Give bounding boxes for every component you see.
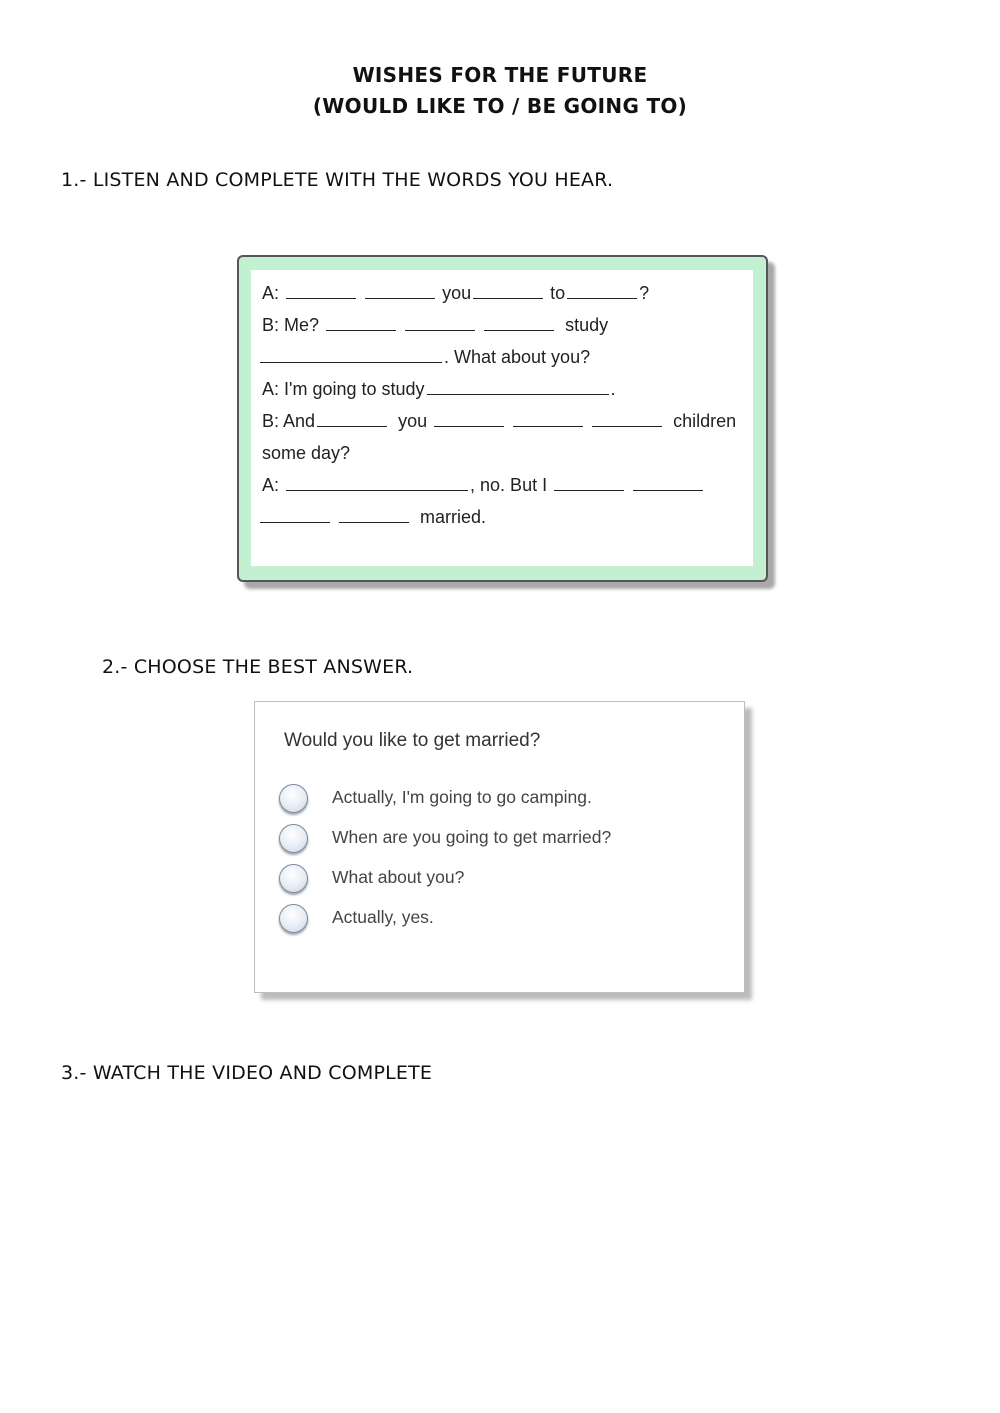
blank-field[interactable] — [427, 376, 609, 395]
word-children: children — [673, 411, 737, 431]
blank-field[interactable] — [434, 408, 504, 427]
word-you: you — [442, 283, 472, 303]
blank-field[interactable] — [484, 312, 554, 331]
dialogue-line-3 — [262, 344, 590, 370]
dialogue-line-8 — [262, 504, 486, 530]
dialogue-text: A: I'm going to study — [262, 379, 425, 399]
word-you: you — [398, 411, 428, 431]
dialogue-box — [237, 255, 768, 582]
blank-field[interactable] — [326, 312, 396, 331]
answer-option[interactable] — [279, 784, 719, 816]
period: . — [610, 379, 616, 399]
blank-field[interactable] — [633, 472, 703, 491]
blank-field[interactable] — [365, 280, 435, 299]
quiz-card — [254, 701, 745, 993]
dialogue-text: , no. But I — [470, 475, 548, 495]
section-1-heading: 1.- LISTEN AND COMPLETE WITH THE WORDS YOU HEAR. — [61, 169, 614, 191]
answer-option[interactable] — [279, 864, 719, 896]
radio-button[interactable] — [279, 784, 308, 813]
radio-button[interactable] — [279, 824, 308, 853]
answer-option-label: Actually, yes. — [332, 907, 434, 927]
dialogue-line-6: some day? — [262, 443, 351, 463]
section-3-heading: 3.- WATCH THE VIDEO AND COMPLETE — [61, 1062, 433, 1084]
dialogue-text: . What about you? — [444, 347, 591, 367]
blank-field[interactable] — [513, 408, 583, 427]
blank-field[interactable] — [473, 280, 543, 299]
answer-option[interactable] — [279, 904, 719, 936]
radio-button[interactable] — [279, 904, 308, 933]
answer-option-label: Actually, I'm going to go camping. — [332, 787, 592, 807]
dialogue-line-1 — [262, 280, 649, 306]
word-married: married. — [420, 507, 487, 527]
blank-field[interactable] — [592, 408, 662, 427]
speaker-b: B: And — [262, 411, 316, 431]
speaker-b: B: Me? — [262, 315, 320, 335]
word-to: to — [550, 283, 566, 303]
speaker-a: A: — [262, 475, 280, 495]
blank-field[interactable] — [286, 280, 356, 299]
dialogue-line-2 — [262, 312, 608, 338]
answer-option[interactable] — [279, 824, 719, 856]
dialogue-line-4 — [262, 376, 616, 402]
answer-option-label: When are you going to get married? — [332, 827, 612, 847]
dialogue-line-7 — [262, 472, 705, 498]
page-title: WISHES FOR THE FUTURE — [352, 63, 648, 87]
blank-field[interactable] — [260, 504, 330, 523]
radio-button[interactable] — [279, 864, 308, 893]
quiz-question: Would you like to get married? — [284, 730, 541, 751]
blank-field[interactable] — [286, 472, 468, 491]
blank-field[interactable] — [260, 344, 442, 363]
dialogue-content — [251, 270, 753, 566]
word-study: study — [565, 315, 609, 335]
blank-field[interactable] — [554, 472, 624, 491]
blank-field[interactable] — [339, 504, 409, 523]
blank-field[interactable] — [405, 312, 475, 331]
speaker-a: A: — [262, 283, 280, 303]
answer-option-label: What about you? — [332, 867, 465, 887]
page-subtitle: (WOULD LIKE TO / BE GOING TO) — [312, 94, 688, 118]
blank-field[interactable] — [317, 408, 387, 427]
question-mark: ? — [639, 283, 650, 303]
dialogue-line-5 — [262, 408, 736, 434]
section-2-heading: 2.- CHOOSE THE BEST ANSWER. — [102, 656, 414, 678]
blank-field[interactable] — [567, 280, 637, 299]
